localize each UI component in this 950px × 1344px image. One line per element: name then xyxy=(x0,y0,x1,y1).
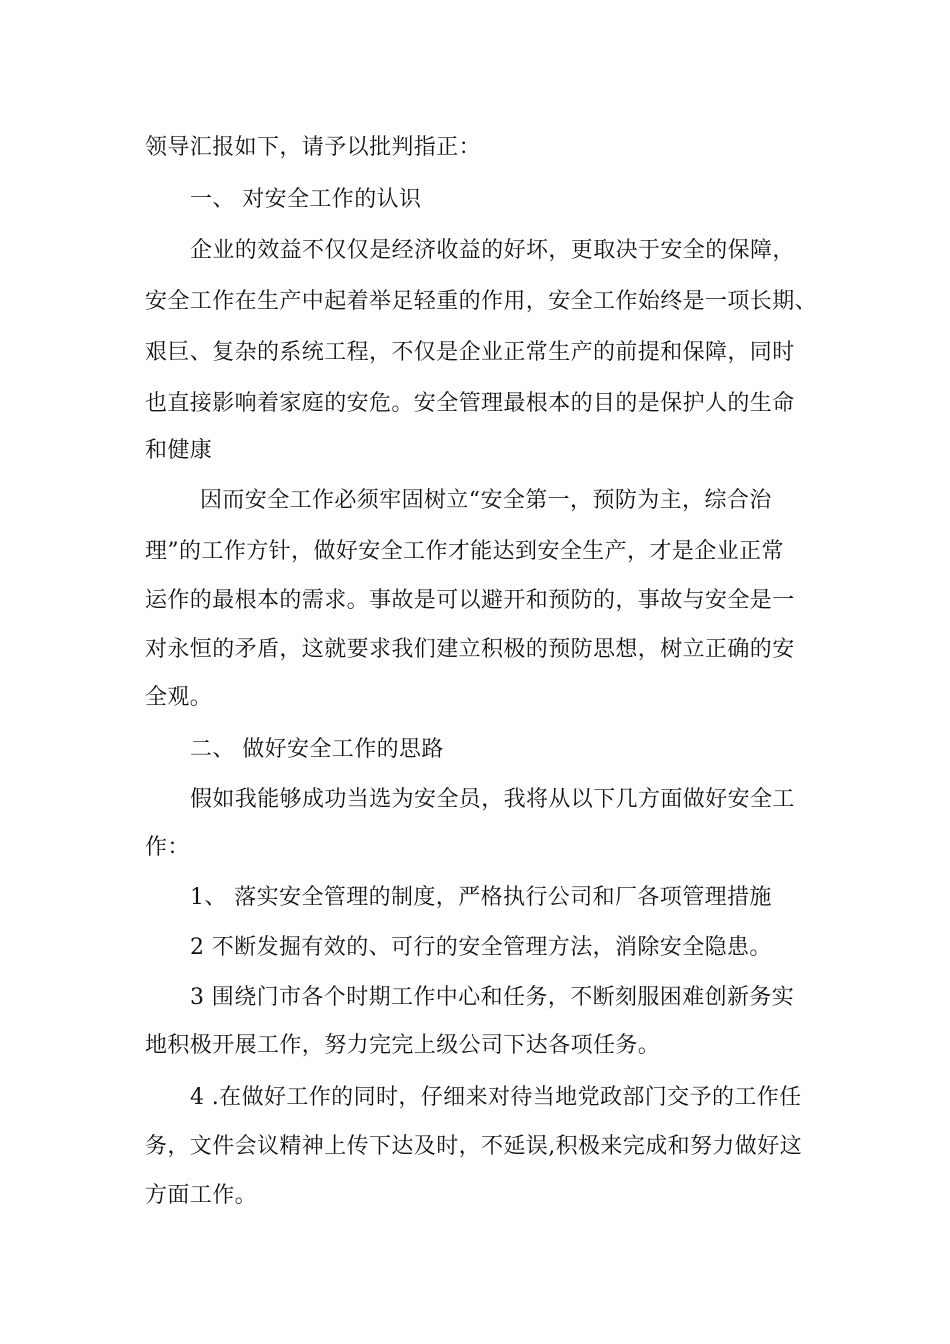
section-heading-1: 一、 对安全工作的认识 xyxy=(190,187,422,212)
text-line: 安全工作在生产中起着举足轻重的作用，安全工作始终是一项长期、 xyxy=(145,289,818,314)
text-line: 务，文件会议精神上传下达及时，不延误,积极来完成和努力做好这 xyxy=(145,1134,802,1159)
text-line: 运作的最根本的需求。事故是可以避开和预防的，事故与安全是一 xyxy=(145,588,795,613)
list-item-4: 4 .在做好工作的同时，仔细来对待当地党政部门交予的工作任 xyxy=(190,1085,802,1110)
text-line: 企业的效益不仅仅是经济收益的好坏，更取决于安全的保障， xyxy=(190,238,795,263)
text-line: 方面工作。 xyxy=(145,1183,258,1208)
text-line: 作： xyxy=(145,835,190,860)
text-line: 对永恒的矛盾，这就要求我们建立积极的预防思想，树立正确的安 xyxy=(145,637,795,662)
text-line: 地积极开展工作，努力完完上级公司下达各项任务。 xyxy=(145,1033,661,1058)
text-line: 领导汇报如下，请予以批判指正： xyxy=(145,135,482,160)
text-line: 艰巨、复杂的系统工程，不仅是企业正常生产的前提和保障，同时 xyxy=(145,340,795,365)
text-line: 也直接影响着家庭的安危。安全管理最根本的目的是保护人的生命 xyxy=(145,391,795,416)
text-line: 和健康 xyxy=(145,438,213,463)
text-line: 因而安全工作必须牢固树立“安全第一，预防为主，综合治 xyxy=(200,488,772,513)
section-heading-2: 二、 做好安全工作的思路 xyxy=(190,737,444,762)
list-item-1: 1、 落实安全管理的制度，严格执行公司和厂各项管理措施 xyxy=(190,885,772,910)
list-item-3: 3 围绕门市各个时期工作中心和任务，不断刻服困难创新务实 xyxy=(190,985,795,1010)
text-line: 全观。 xyxy=(145,685,213,710)
text-line: 假如我能够成功当选为安全员，我将从以下几方面做好安全工 xyxy=(190,787,795,812)
list-item-2: 2 不断发掘有效的、可行的安全管理方法，消除安全隐患。 xyxy=(190,935,772,960)
text-line: 理”的工作方针，做好安全工作才能达到安全生产，才是企业正常 xyxy=(145,539,784,564)
